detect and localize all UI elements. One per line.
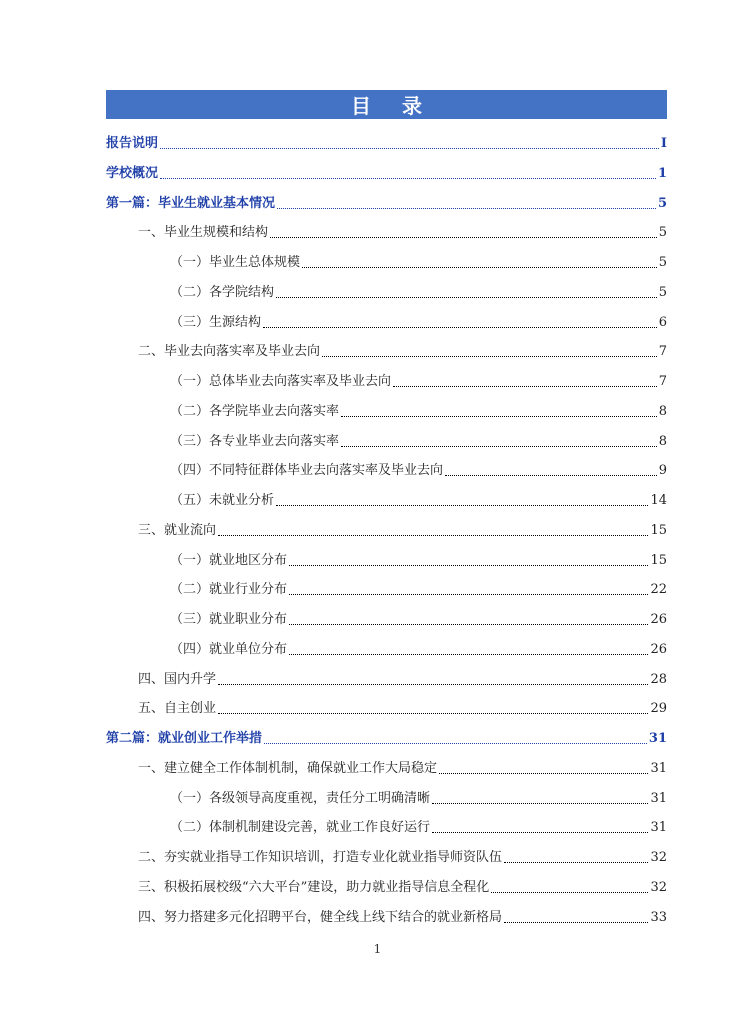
toc-entry-label: （一）各级领导高度重视，责任分工明确清晰 [170,790,431,806]
toc-dot-leader [302,255,657,268]
toc-entry-page: I [660,136,667,151]
toc-entry-page: 1 [657,165,667,181]
toc-entry[interactable] [170,251,667,271]
toc-entry-page: 7 [658,344,667,360]
toc-entry-label: 三、积极拓展校级“六大平台”建设，助力就业指导信息全程化 [138,879,490,895]
toc-entry-page: 6 [658,314,667,330]
toc-dot-leader [432,791,648,804]
toc-entry-page: 8 [658,433,667,449]
toc-entry-page: 9 [658,463,667,479]
toc-dot-leader [504,850,648,863]
toc-entry-page: 29 [650,701,667,717]
toc-entry[interactable] [106,162,667,182]
toc-dot-leader [289,582,648,595]
toc-entry-label: 第一篇：毕业生就业基本情况 [106,195,276,211]
toc-entry[interactable] [106,132,667,152]
toc-entry-page: 14 [650,493,667,508]
toc-entry-label: （二）各学院结构 [170,284,275,300]
toc-entry[interactable] [138,876,667,896]
toc-dot-leader [263,315,657,328]
toc-entry[interactable] [106,192,667,212]
toc-entry-label: （一）就业地区分布 [170,552,288,568]
page-number: 1 [373,942,382,956]
toc-dot-leader [322,344,657,357]
toc-entry-page: 32 [650,879,667,895]
toc-entry-page: 5 [658,225,667,241]
toc-dot-leader [277,196,656,209]
toc-entry[interactable] [138,906,667,926]
toc-title: 目 录 [351,94,434,118]
toc-entry[interactable] [170,787,667,807]
toc-dot-leader [218,701,648,714]
toc-entry-page: 26 [650,641,667,657]
toc-entry[interactable] [170,430,667,450]
toc-entry-page: 32 [650,850,667,865]
toc-entry-page: 22 [650,582,667,598]
toc-dot-leader [276,285,657,298]
toc-dot-leader [276,493,648,506]
toc-entry[interactable] [138,519,667,539]
toc-entry[interactable] [170,816,667,836]
toc-entry-label: 四、努力搭建多元化招聘平台，健全线上线下结合的就业新格局 [138,909,503,925]
toc-dot-leader [341,434,657,447]
toc-dot-leader [270,225,657,238]
toc-entry-label: 第二篇：就业创业工作举措 [106,731,263,746]
toc-entry-label: （一）毕业生总体规模 [170,255,301,270]
toc-entry[interactable] [138,668,667,688]
toc-entry-label: 一、建立健全工作体制机制，确保就业工作大局稳定 [138,760,438,776]
toc-entry-page: 15 [650,552,667,568]
toc-entry[interactable] [170,549,667,569]
toc-entry[interactable] [170,578,667,598]
toc-entry-page: 8 [658,403,667,419]
toc-entry[interactable] [138,846,667,866]
toc-entry-label: 三、就业流向 [138,522,217,538]
toc-dot-leader [264,731,647,744]
toc-dot-leader [218,672,648,685]
toc-dot-leader [341,404,657,417]
toc-entry-label: （一）总体毕业去向落实率及毕业去向 [170,374,392,389]
toc-entry[interactable] [170,489,667,509]
toc-entry[interactable] [138,757,667,777]
toc-dot-leader [393,374,657,387]
toc-entry-label: （二）体制机制建设完善，就业工作良好运行 [170,820,431,836]
toc-entry-label: （四）不同特征群体毕业去向落实率及毕业去向 [170,463,444,479]
toc-entry[interactable] [138,340,667,360]
toc-dot-leader [439,761,648,774]
toc-entry-label: （二）就业行业分布 [170,582,288,598]
toc-entry-page: 5 [658,284,667,300]
toc-dot-leader [160,166,656,179]
toc-entry-label: （三）生源结构 [170,314,262,330]
toc-dot-leader [160,136,659,149]
toc-entry[interactable] [138,221,667,241]
toc-entry-page: 31 [650,760,667,776]
toc-entry-page: 5 [657,195,667,211]
toc-entry-label: 学校概况 [106,165,159,181]
toc-entry[interactable] [170,638,667,658]
toc-entry-label: 报告说明 [106,136,159,151]
toc-entry-page: 33 [650,909,667,925]
toc-entry-page: 31 [650,820,667,836]
toc-entry-page: 15 [650,522,667,538]
toc-entry-label: 四、国内升学 [138,671,217,687]
toc-entry-page: 7 [658,374,667,389]
toc-entry-page: 28 [650,671,667,687]
toc-entry-page: 5 [658,255,667,270]
toc-dot-leader [491,880,648,893]
toc-entry-label: （三）就业职业分布 [170,612,288,627]
toc-header-bar [106,90,667,119]
toc-entry-label: 二、毕业去向落实率及毕业去向 [138,344,321,360]
toc-entry[interactable] [106,727,667,747]
toc-dot-leader [289,612,648,625]
toc-entry-label: （四）就业单位分布 [170,641,288,657]
toc-entry[interactable] [170,370,667,390]
toc-entry[interactable] [138,697,667,717]
toc-entry-label: （二）各学院毕业去向落实率 [170,403,340,419]
toc-entry[interactable] [170,281,667,301]
toc-dot-leader [218,523,648,536]
toc-entry-label: （五）未就业分析 [170,493,275,508]
toc-entry-page: 26 [650,612,667,627]
toc-dot-leader [289,553,648,566]
toc-entry-page: 31 [648,731,667,746]
toc-entry-page: 31 [650,790,667,806]
toc-entry-label: 五、自主创业 [138,701,217,717]
toc-dot-leader [432,820,648,833]
toc-dot-leader [445,463,657,476]
toc-entry[interactable] [170,459,667,479]
toc-dot-leader [289,642,648,655]
toc-entry[interactable] [170,608,667,628]
toc-entry-label: 二、夯实就业指导工作知识培训，打造专业化就业指导师资队伍 [138,850,503,865]
toc-entry-label: （三）各专业毕业去向落实率 [170,433,340,449]
toc-entry[interactable] [170,400,667,420]
toc-dot-leader [504,910,648,923]
toc-entry-label: 一、毕业生规模和结构 [138,225,269,241]
toc-entry[interactable] [170,311,667,331]
